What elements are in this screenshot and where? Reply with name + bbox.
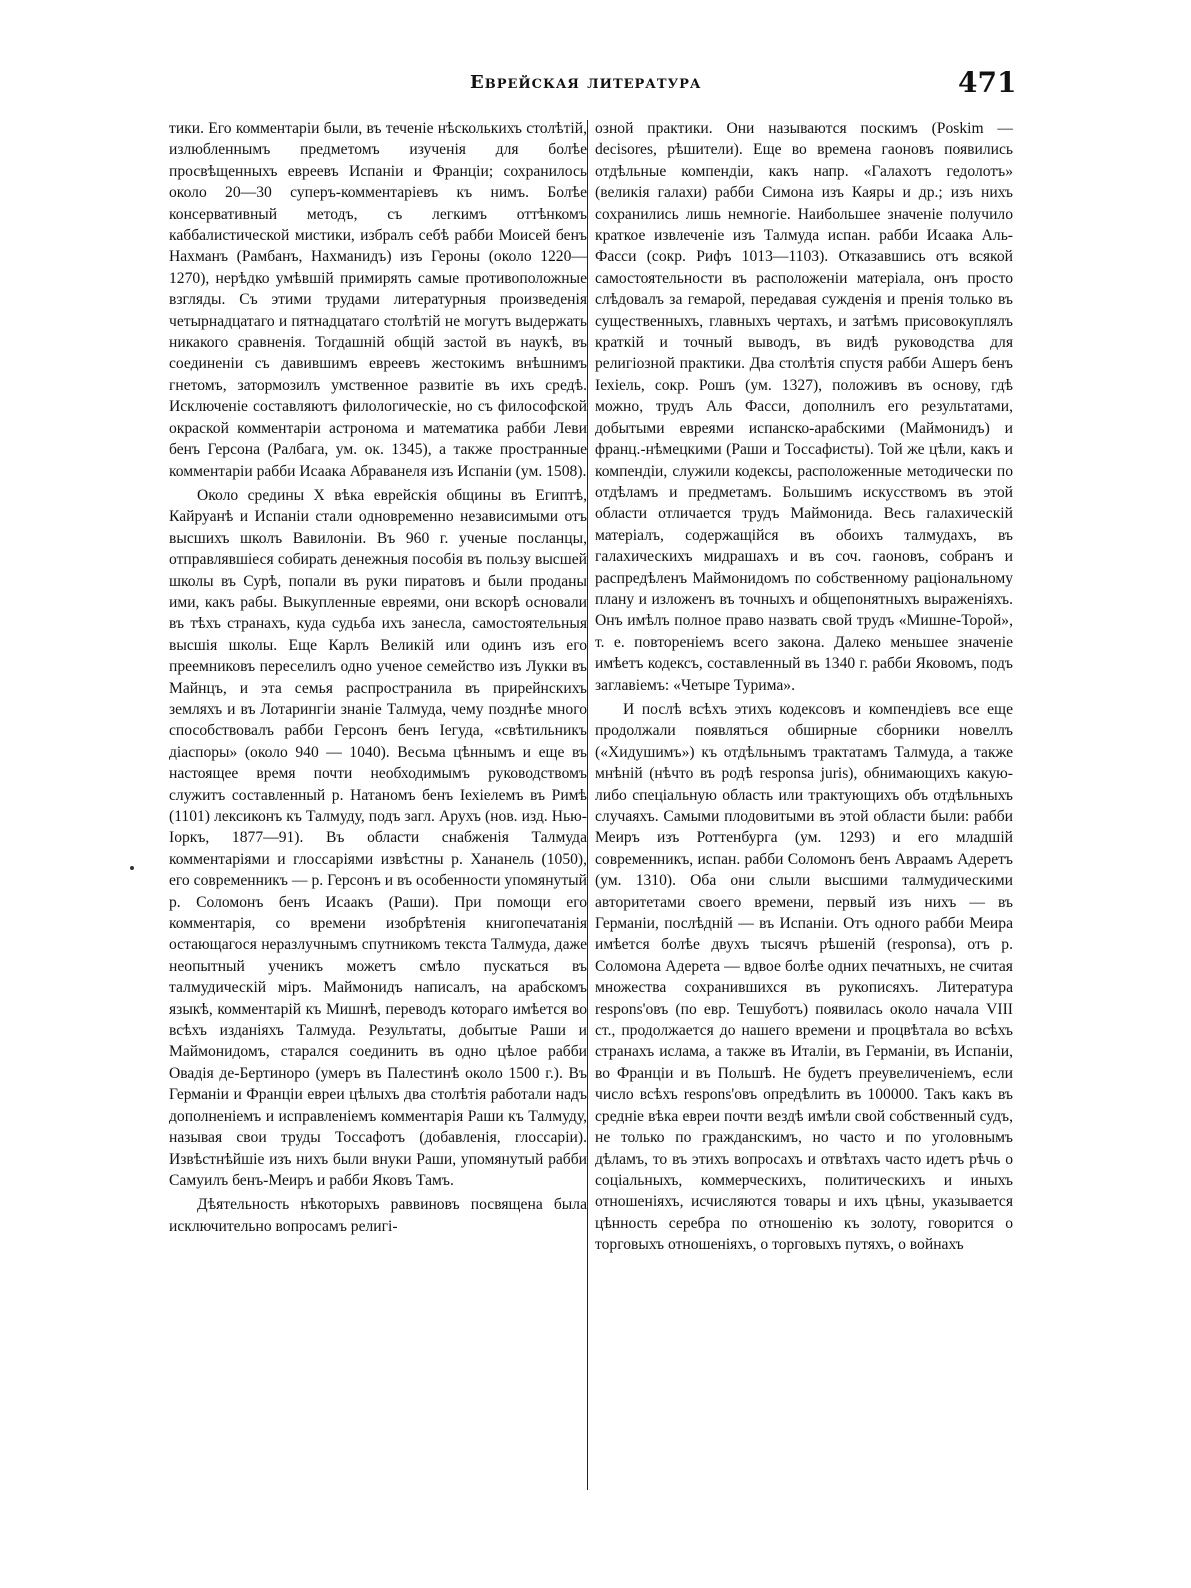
column-divider xyxy=(587,120,588,1490)
left-text-column xyxy=(169,118,587,1237)
right-text-column xyxy=(595,118,1013,1256)
left-paragraph-1: тики. Его комментаріи были, въ теченіе нѣсколькихъ столѣтій, излюбленнымъ предметомъ изученія для болѣе просвѣщенныхъ евреевъ Испаніи и Франціи; сохранилось около 20—30 суперъ-комментаріевъ къ нимъ. Болѣе консервативный методъ, съ легкимъ оттѣнкомъ каббалистической мистики, избралъ себѣ рабби Моисей бенъ Нахманъ (Рамбанъ, Нахманидъ) изъ Героны (около 1220—1270), нерѣдко умѣвшій примирять самые противоположные взгляды. Съ этими трудами литературныя произведенія четырнадцатаго и пятнадцатаго столѣтій не могутъ выдержать никакого сравненія. Тогдашній общій застой въ наукѣ, въ соединеніи съ давившимъ евреевъ жестокимъ внѣшнимъ гнетомъ, затормозилъ умственное развитіе въ ихъ средѣ. Исключеніе составляютъ филологическіе, но съ философской окраской комментаріи астронома и математика рабби Леви бенъ Герсона (Ралбага, ум. ок. 1345), а также пространные комментаріи рабби Исаака Абраванеля изъ Испаніи (ум. 1508). xyxy=(169,120,587,480)
running-head-title: Еврейская литература xyxy=(470,72,702,93)
page-number: 471 xyxy=(958,66,1017,99)
left-paragraph-2: Около средины X вѣка еврейскія общины въ Египтѣ, Кайруанѣ и Испаніи стали одновременно независимыми отъ высшихъ школъ Вавилоніи. Въ 960 г. ученые посланцы, отправлявшіеся собирать денежныя пособія въ пользу высшей школы въ Сурѣ, попали въ руки пиратовъ и были проданы ими, какъ рабы. Выкупленные евреями, они вскорѣ основали въ тѣхъ странахъ, куда судьба ихъ занесла, самостоятельныя высшія школы. Еще Карлъ Великій или одинъ изъ его преемниковъ переселилъ одно ученое семейство изъ Лукки въ Майнцъ, и эта семья распространила въ прирейнскихъ земляхъ и въ Лотарингіи знаніе Талмуда, чему позднѣе много способствовалъ рабби Герсонъ бенъ Іегуда, «свѣтильникъ діаспоры» (около 940 — 1040). Весьма цѣннымъ и еще въ настоящее время почти необходимымъ руководствомъ служитъ составленный р. Натаномъ бенъ Іехіелемъ въ Римѣ (1101) лексиконъ къ Талмуду, подъ загл. Арухъ (нов. изд. Нью-Іоркъ, 1877—91). Въ области снабженія Талмуда комментаріями и глоссаріями извѣстны р. Хананель (1050), его современникъ — р. Герсонъ и въ особенности упомянутый р. Соломонъ бенъ Исаакъ (Раши). При помощи его комментарія, со времени изобрѣтенія книгопечатанія остающагося неразлучнымъ спутникомъ текста Талмуда, даже неопытный ученикъ можетъ смѣло пускаться въ талмудическій міръ. Маймонидъ написалъ, на арабскомъ языкѣ, комментарій къ Мишнѣ, переводъ котораго имѣется во всѣхъ изданіяхъ Талмуда. Результаты, добытые Раши и Маймонидомъ, старался соединить въ одно цѣлое рабби Овадія де-Бертиноро (умеръ въ Палестинѣ около 1500 г.). Въ Германіи и Франціи евреи цѣлыхъ два столѣтія работали надъ дополненіемъ и исправленіемъ комментарія Раши къ Талмуду, называя свои труды Тоссафотъ (добавленія, глоссаріи). Извѣстнѣйшіе изъ нихъ были внуки Раши, упомянутый рабби Самуилъ бенъ-Меиръ и рабби Яковъ Тамъ. xyxy=(169,486,587,1189)
right-paragraph-1: озной практики. Они называются поскимъ (Poskim — decisores, рѣшители). Еще во времена гаоновъ появились отдѣльные компендіи, какъ напр. «Галахотъ гедолотъ» (великія галахи) рабби Симона изъ Каяры и др.; изъ нихъ сохранились лишь немногіе. Наибольшее значеніе получило краткое извлеченіе изъ Талмуда испан. рабби Исаака Аль-Фасси (сокр. Рифъ 1013—1103). Отказавшись отъ всякой самостоятельности въ расположеніи матеріала, онъ просто слѣдовалъ за гемарой, передавая сужденія и пренія только въ существенныхъ, главныхъ чертахъ, и затѣмъ присовокуплялъ краткій и точный выводъ, въ видѣ руководства для религіозной практики. Два столѣтія спустя рабби Ашеръ бенъ Іехіель, сокр. Рошъ (ум. 1327), положивъ въ основу, гдѣ можно, трудъ Аль Фасси, дополнилъ его результатами, добытыми евреями испанско-арабскими (Маймонидъ) и франц.-нѣмецкими (Раши и Тоссафисты). Той же цѣли, какъ и компендіи, служили кодексы, расположенные методически по отдѣламъ и предметамъ. Большимъ искусствомъ въ этой области отличается трудъ Маймонида. Весь галахическій матеріалъ, содержащійся въ обоихъ талмудахъ, въ галахическихъ мидрашахъ и въ соч. гаоновъ, собранъ и распредѣленъ Маймонидомъ по собственному раціональному плану и изложенъ въ точныхъ и общепонятныхъ выраженіяхъ. Онъ имѣлъ полное право назвать свой трудъ «Мишне-Торой», т. е. повтореніемъ всего закона. Далеко меньшее значеніе имѣетъ кодексъ, составленный въ 1340 г. рабби Яковомъ, подъ заглавіемъ: «Четыре Турима». xyxy=(595,120,1013,694)
margin-mark xyxy=(130,866,134,870)
right-paragraph-2: И послѣ всѣхъ этихъ кодексовъ и компендіевъ все еще продолжали появляться обширные сборники новеллъ («Хидушимъ») къ отдѣльнымъ трактатамъ Талмуда, а также мнѣній (нѣчто въ родѣ responsa juris), обнимающихъ какую-либо спеціальную область или трактующихъ объ отдѣльныхъ случаяхъ. Самыми плодовитыми въ этой области были: рабби Меиръ изъ Роттенбурга (ум. 1293) и его младшій современникъ, испан. рабби Соломонъ бенъ Авраамъ Адеретъ (ум. 1310). Оба они слыли высшими талмудическими авторитетами своего времени, первый изъ нихъ — въ Германіи, послѣдній — въ Испаніи. Отъ одного рабби Меира имѣется болѣе двухъ тысячъ рѣшеній (responsa), отъ р. Соломона Адерета — вдвое болѣе одних печатныхъ, не считая множества сохранившихся въ рукописяхъ. Литература respons'овъ (по евр. Тешуботъ) появилась около начала VIII ст., продолжается до нашего времени и процвѣтала во всѣхъ странахъ ислама, а также въ Италіи, въ Германіи, въ Испаніи, во Франціи и въ Польшѣ. Не будетъ преувеличеніемъ, если число всѣхъ respons'овъ опредѣлить въ 100000. Такъ какъ въ средніе вѣка евреи почти вездѣ имѣли свой собственный судъ, не только по гражданскимъ, но часто и по уголовнымъ дѣламъ, то въ этихъ вопросахъ и отвѣтахъ часто идетъ рѣчь о соціальныхъ, коммерческихъ, политическихъ и иныхъ отношеніяхъ, исчисляются товары и ихъ цѣны, указывается цѣнность серебра по отношенію къ золоту, говорится о торговыхъ отношеніяхъ, о торговыхъ путяхъ, о войнахъ xyxy=(595,700,1013,1254)
left-paragraph-3: Дѣятельность нѣкоторыхъ раввиновъ посвящена была исключительно вопросамъ религі- xyxy=(169,1196,587,1235)
